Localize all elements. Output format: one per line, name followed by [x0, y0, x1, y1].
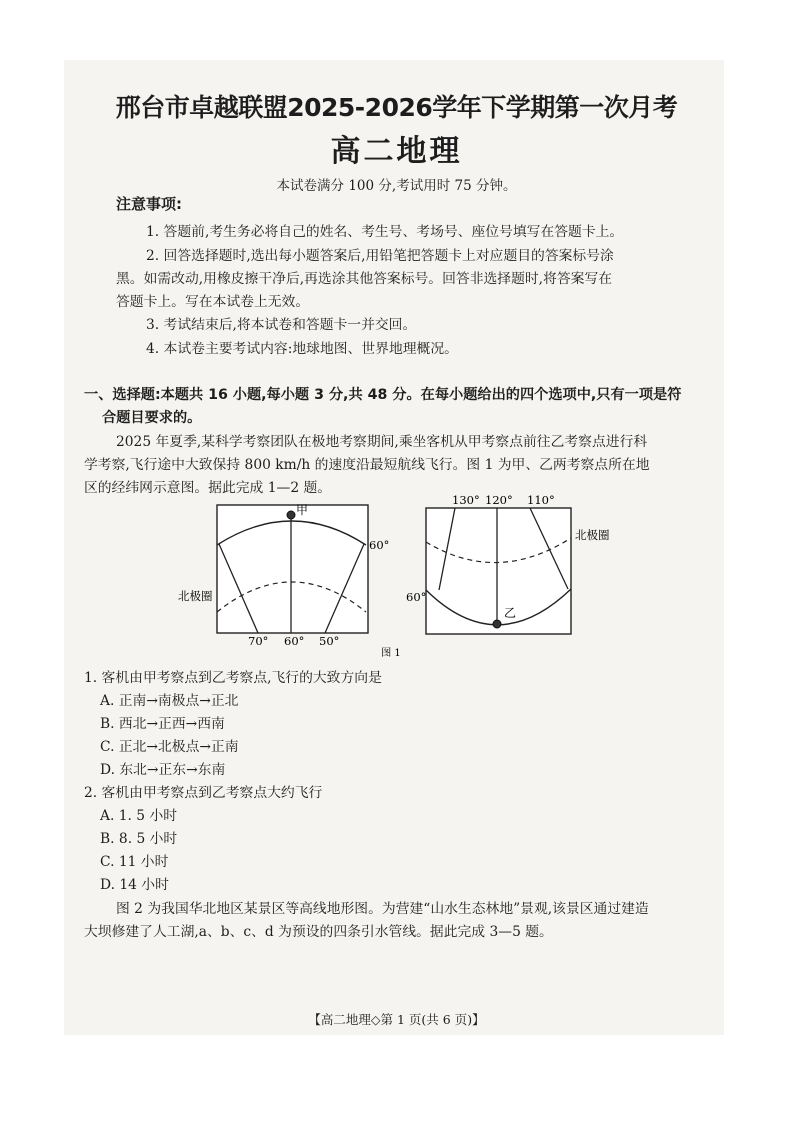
point-yi-marker	[493, 620, 501, 628]
notice-item-4: 4. 本试卷主要考试内容:地球地图、世界地理概况。	[146, 341, 458, 357]
question-2-stem: 2. 客机由甲考察点到乙考察点大约飞行	[84, 785, 323, 801]
exam-info: 本试卷满分 100 分,考试用时 75 分钟。	[276, 178, 517, 194]
question-1-option-a[interactable]: A. 正南→南极点→正北	[100, 693, 239, 709]
section-heading-cont: 合题目要求的。	[102, 410, 202, 426]
question-1-stem: 1. 客机由甲考察点到乙考察点,飞行的大致方向是	[84, 670, 382, 686]
question-1-option-b[interactable]: B. 西北→正西→西南	[100, 716, 225, 732]
question-2-option-c[interactable]: C. 11 小时	[100, 854, 169, 870]
left-lon-label-60: 60°	[284, 634, 305, 648]
question-2-option-a[interactable]: A. 1. 5 小时	[100, 808, 178, 824]
intro2-line-2: 大坝修建了人工湖,a、b、c、d 为预设的四条引水管线。据此完成 3—5 题。	[84, 924, 553, 940]
right-lat-label: 60°	[406, 590, 427, 604]
right-arctic-label: 北极圈	[575, 528, 610, 542]
point-jia-marker	[287, 511, 295, 519]
intro1-line-3: 区的经纬网示意图。据此完成 1—2 题。	[84, 480, 332, 496]
point-jia-label: 甲	[296, 503, 309, 517]
left-graticule-map	[178, 503, 389, 648]
subject-title: 高二地理	[330, 134, 463, 169]
left-lat-label: 60°	[369, 538, 390, 552]
notice-item-2: 2. 回答选择题时,选出每小题答案后,用铅笔把答题卡上对应题目的答案标号涂	[146, 248, 614, 264]
right-graticule-map	[406, 493, 610, 634]
left-lon-label-70: 70°	[248, 634, 269, 648]
right-map-frame	[426, 508, 571, 634]
right-lon-label-110: 110°	[527, 493, 555, 507]
figure-1-caption: 图 1	[381, 648, 401, 659]
notice-heading: 注意事项:	[116, 195, 182, 213]
question-2-option-b[interactable]: B. 8. 5 小时	[100, 831, 178, 847]
intro1-line-1: 2025 年夏季,某科学考察团队在极地考察期间,乘坐客机从甲考察点前往乙考察点进行科	[116, 434, 648, 450]
intro1-line-2: 学考察,飞行途中大致保持 800 km/h 的速度沿最短航线飞行。图 1 为甲、乙两考察点所在地	[84, 457, 650, 473]
section-heading: 一、选择题:本题共 16 小题,每小题 3 分,共 48 分。在每小题给出的四个选项中,只有一项是符	[84, 387, 682, 403]
left-map-frame	[217, 505, 368, 633]
notice-item-2-end: 答题卡上。写在本试卷上无效。	[116, 294, 310, 310]
right-lon-label-120: 120°	[485, 493, 513, 507]
exam-title: 邢台市卓越联盟2025-2026学年下学期第一次月考	[115, 93, 678, 122]
left-lon-label-50: 50°	[319, 634, 340, 648]
intro2-line-1: 图 2 为我国华北地区某景区等高线地形图。为营建“山水生态林地”景观,该景区通过建造	[116, 901, 649, 917]
notice-item-3: 3. 考试结束后,将本试卷和答题卡一并交回。	[146, 317, 417, 333]
point-yi-label: 乙	[504, 606, 517, 620]
question-1-option-c[interactable]: C. 正北→北极点→正南	[100, 739, 239, 755]
question-2-option-d[interactable]: D. 14 小时	[100, 877, 169, 893]
right-lon-label-130: 130°	[452, 493, 480, 507]
page-footer: 【高二地理◇第 1 页(共 6 页)】	[308, 1012, 485, 1027]
left-arctic-label: 北极圈	[178, 589, 213, 603]
question-1-option-d[interactable]: D. 东北→正东→东南	[100, 762, 226, 778]
notice-item-1: 1. 答题前,考生务必将自己的姓名、考生号、考场号、座位号填写在答题卡上。	[146, 224, 624, 240]
notice-item-2-cont: 黑。如需改动,用橡皮擦干净后,再选涂其他答案标号。回答非选择题时,将答案写在	[116, 271, 613, 287]
